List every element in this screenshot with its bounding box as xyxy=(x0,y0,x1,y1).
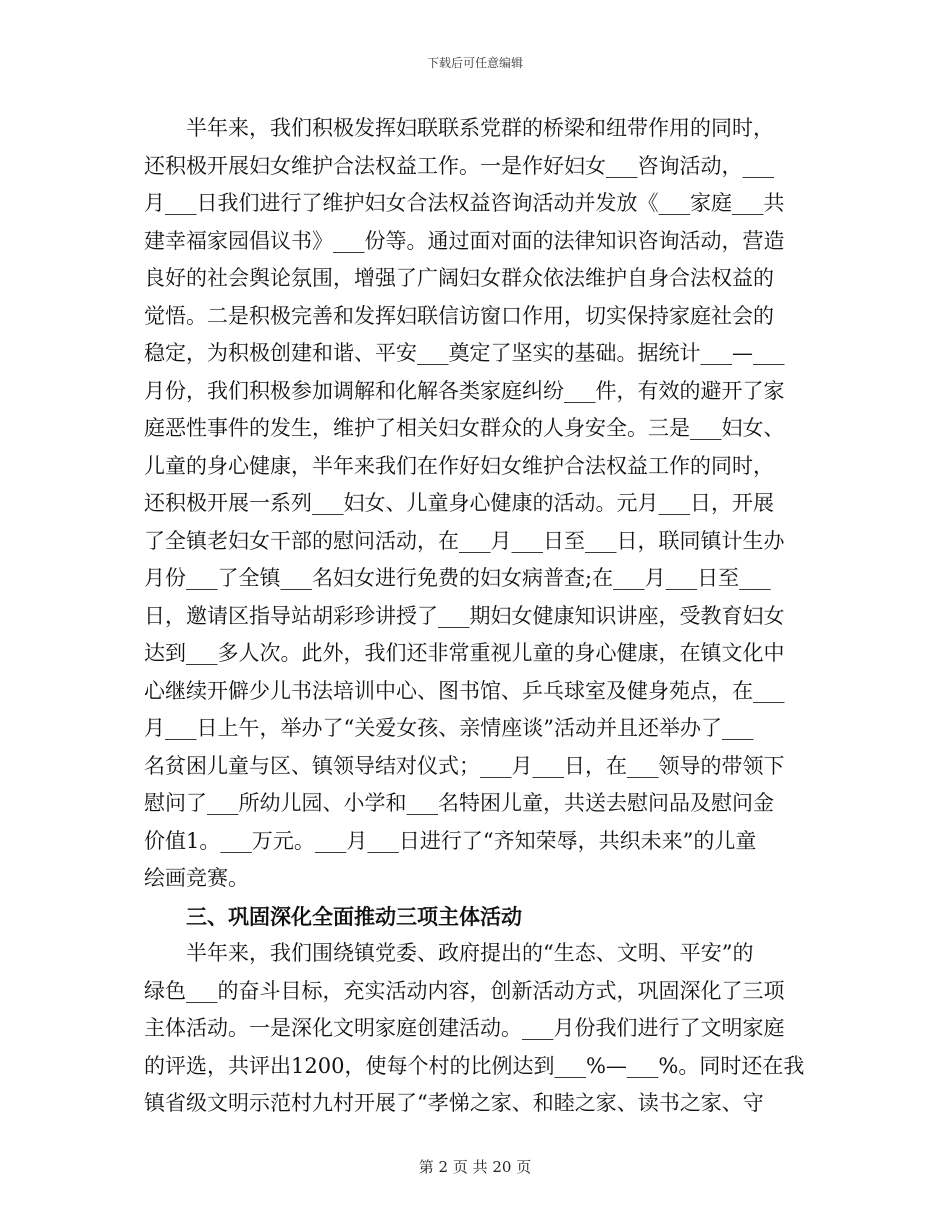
paragraph-line: 慰问了___所幼儿园、小学和___名特困儿童，共送去慰问品及慰问金 xyxy=(144,791,774,815)
paragraph-line: 镇省级文明示范村九村开展了“孝悌之家、和睦之家、读书之家、守 xyxy=(144,1091,764,1115)
paragraph-line: 庭恶性事件的发生，维护了相关妇女群众的人身安全。三是___妇女、 xyxy=(144,416,785,440)
paragraph-line: 半年来，我们积极发挥妇联联系党群的桥梁和纽带作用的同时， xyxy=(186,116,774,140)
paragraph-line: 半年来，我们围绕镇党委、政府提出的“生态、文明、平安”的 xyxy=(186,941,754,965)
paragraph-line: 还积极开展妇女维护合法权益工作。一是作好妇女___咨询活动，___ xyxy=(144,153,774,178)
paragraph-line: 的评选，共评出1200，使每个村的比例达到___%—___%。同时还在我 xyxy=(144,1053,805,1078)
paragraph-line: 绿色___的奋斗目标，充实活动内容，创新活动方式，巩固深化了三项 xyxy=(144,978,785,1003)
paragraph-line: 建幸福家园倡议书》___份等。通过面对面的法律知识咨询活动，营造 xyxy=(144,228,785,253)
paragraph-line: 名贫困儿童与区、镇领导结对仪式；___月___日，在___领导的带领下 xyxy=(144,753,785,778)
paragraph-line: 心继续开僻少儿书法培训中心、图书馆、乒乓球室及健身苑点，在___ xyxy=(144,678,785,703)
paragraph-line: 日，邀请区指导站胡彩珍讲授了___期妇女健康知识讲座，受教育妇女 xyxy=(144,603,785,628)
paragraph-line: 绘画竞赛。 xyxy=(144,866,249,890)
paragraph-line: 月___日上午，举办了“关爱女孩、亲情座谈”活动并且还举办了___ xyxy=(144,716,754,740)
page-header: 下载后可任意编辑 xyxy=(426,56,523,70)
body-text xyxy=(144,110,806,1123)
paragraph-line: 儿童的身心健康，半年来我们在作好妇女维护合法权益工作的同时， xyxy=(144,453,774,478)
paragraph-line: 月___日我们进行了维护妇女合法权益咨询活动并发放《___家庭___共 xyxy=(144,191,785,215)
paragraph-line: 主体活动。一是深化文明家庭创建活动。___月份我们进行了文明家庭 xyxy=(144,1016,785,1040)
paragraph-line: 良好的社会舆论氛围，增强了广阔妇女群众依法维护自身合法权益的 xyxy=(144,266,774,290)
paragraph-line: 月份，我们积极参加调解和化解各类家庭纠纷___件，有效的避开了家 xyxy=(144,378,785,403)
paragraph-line: 达到___多人次。此外，我们还非常重视儿童的身心健康，在镇文化中 xyxy=(144,641,785,665)
paragraph-line: 了全镇老妇女干部的慰问活动，在___月___日至___日，联同镇计生办 xyxy=(144,528,785,553)
page-footer: 第 2 页 共 20 页 xyxy=(418,1158,532,1176)
paragraph-line: 月份___了全镇___名妇女进行免费的妇女病普查;在___月___日至___ xyxy=(144,566,771,590)
paragraph-line: 还积极开展一系列___妇女、儿童身心健康的活动。元月___日，开展 xyxy=(144,491,774,515)
paragraph-line: 觉悟。二是积极完善和发挥妇联信访窗口作用，切实保持家庭社会的 xyxy=(144,303,774,328)
section-heading: 三、巩固深化全面推动三项主体活动 xyxy=(186,903,522,929)
paragraph-line: 稳定，为积极创建和谐、平安___奠定了坚实的基础。据统计___—___ xyxy=(144,341,785,365)
paragraph-line: 价值1。___万元。___月___日进行了“齐知荣辱，共织未来”的儿童 xyxy=(144,828,757,853)
